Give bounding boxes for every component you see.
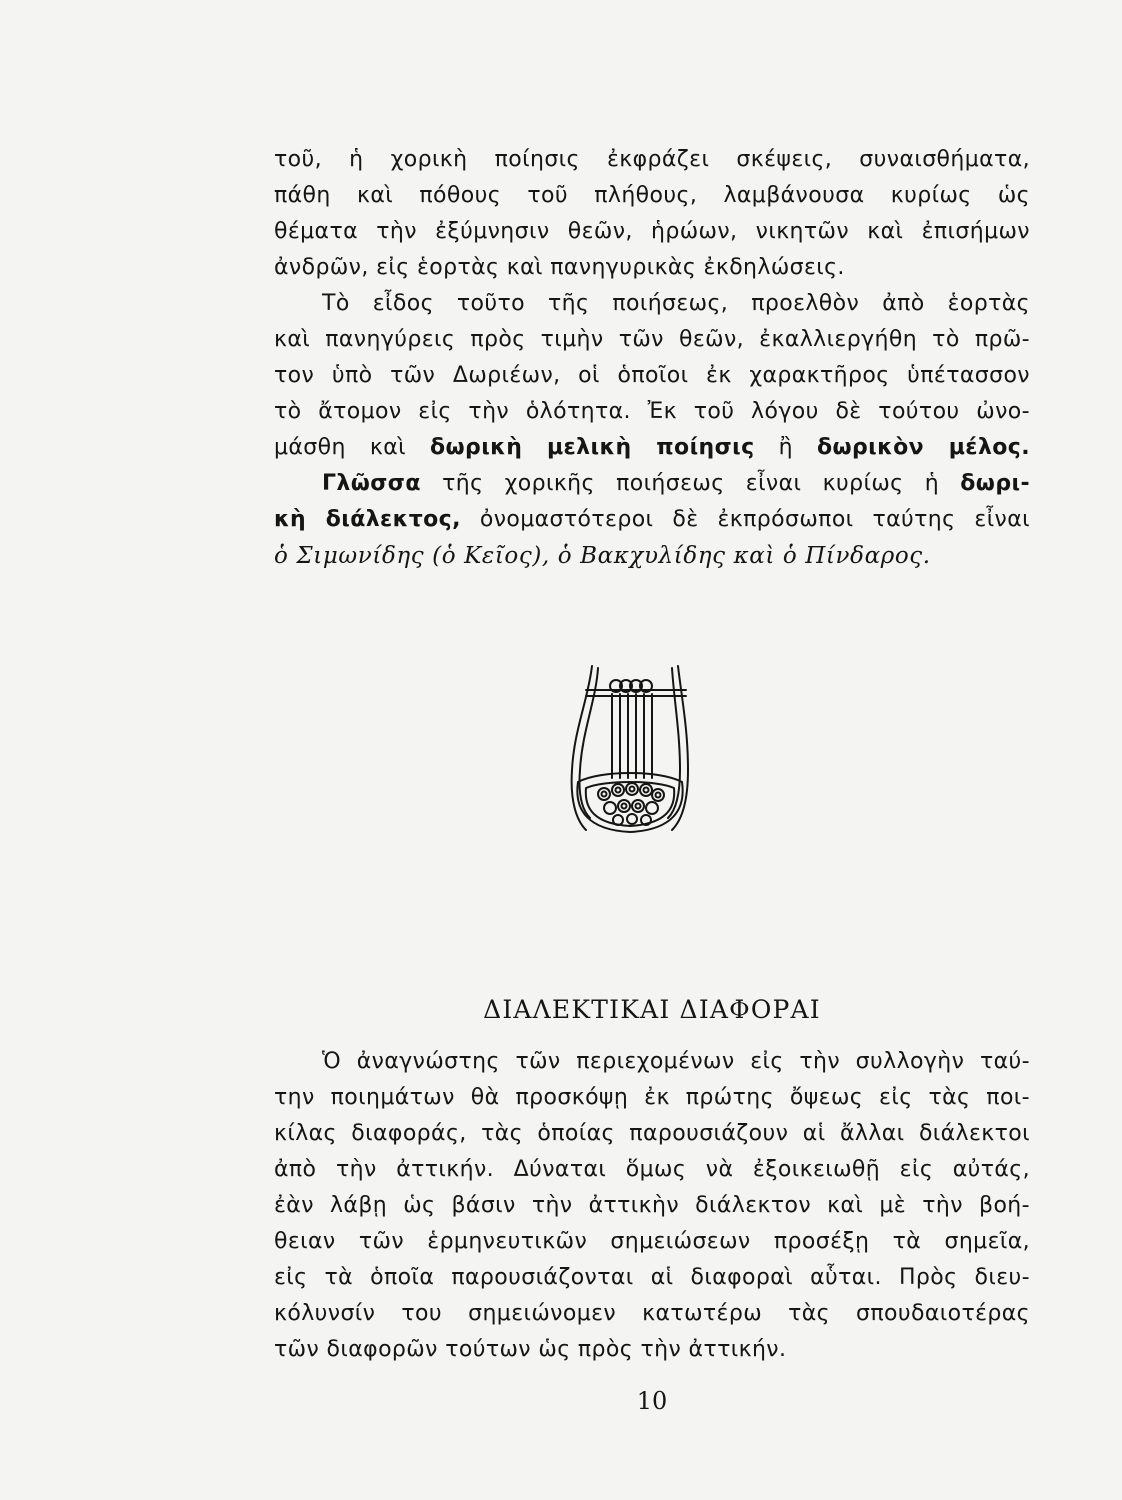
lyre-icon bbox=[560, 660, 700, 860]
paragraph-line: την ποιημάτων θὰ προσκόψῃ ἐκ πρώτης ὄψεως εἰς τὰς ποι- bbox=[274, 1085, 1030, 1110]
lyre-spiral bbox=[636, 804, 641, 809]
paragraph-line: ἐὰν λάβῃ ὡς βάσιν τὴν ἀττικὴν διάλεκτον καὶ μὲ τὴν βοή- bbox=[274, 1193, 1030, 1218]
bold-term: δωρικὸν μέλος. bbox=[816, 435, 1030, 460]
plain-text: ὀνομαστότεροι δὲ ἐκπρόσωποι ταύτης εἶναι bbox=[479, 507, 1030, 532]
paragraph-line: ἀνδρῶν, εἰς ἑορτὰς καὶ πανηγυρικὰς ἐκδηλώσεις. bbox=[274, 255, 845, 280]
paragraph-line: τὸ ἄτομον εἰς τὴν ὁλότητα. Ἐκ τοῦ λόγου δὲ τούτου ὠνο- bbox=[274, 399, 1030, 424]
lyre-spiral bbox=[622, 804, 627, 809]
lyre-spiral bbox=[630, 787, 635, 792]
paragraph-line: ἀπὸ τὴν ἀττικήν. Δύναται ὅμως νὰ ἐξοικειωθῇ εἰς αὐτάς, bbox=[274, 1157, 1030, 1182]
paragraph-line: κόλυνσίν του σημειώνομεν κατωτέρω τὰς σπουδαιοτέρας bbox=[274, 1301, 1030, 1326]
paragraph-line: τον ὑπὸ τῶν Δωριέων, οἱ ὁποῖοι ἐκ χαρακτῆρος ὑπέτασσον bbox=[274, 363, 1030, 388]
paragraph-line: πάθη καὶ πόθους τοῦ πλήθους, λαμβάνουσα κυρίως ὡς bbox=[274, 183, 1030, 208]
paragraph-line bbox=[274, 502, 1030, 538]
paragraph-line: κίλας διαφοράς, τὰς ὁποίας παρουσιάζουν αἱ ἄλλαι διάλεκτοι bbox=[274, 1121, 1030, 1146]
lyre-spiral bbox=[646, 802, 658, 814]
plain-text: μάσθη καὶ bbox=[274, 435, 406, 460]
lyre-spiral bbox=[604, 802, 616, 814]
paragraph-line: καὶ πανηγύρεις πρὸς τιμὴν τῶν θεῶν, ἐκαλλιεργήθη τὸ πρῶ- bbox=[274, 327, 1030, 352]
lyre-spiral bbox=[613, 815, 623, 825]
lyre-spiral bbox=[612, 784, 624, 796]
bold-term: Γλῶσσα bbox=[322, 471, 421, 496]
lyre-spiral bbox=[602, 792, 607, 797]
page-number: 10 bbox=[636, 1387, 668, 1415]
lyre-spiral bbox=[652, 789, 664, 801]
bold-term: δωρι- bbox=[960, 471, 1030, 496]
lyre-spiral bbox=[616, 788, 621, 793]
lyre-spiral bbox=[632, 800, 644, 812]
lyre-spiral bbox=[618, 800, 630, 812]
paragraph-line: τῶν διαφορῶν τούτων ὡς πρὸς τὴν ἀττικήν. bbox=[274, 1337, 787, 1362]
paragraph-line: θειαν τῶν ἑρμηνευτικῶν σημειώσεων προσέξῃ τὰ σημεῖα, bbox=[274, 1229, 1030, 1254]
bold-term: δωρικὴ μελικὴ ποίησις bbox=[430, 435, 755, 460]
lyre-spiral bbox=[656, 793, 661, 798]
paragraph-line: Τὸ εἶδος τοῦτο τῆς ποιήσεως, προελθὸν ἀπὸ ἑορτὰς bbox=[322, 291, 1030, 316]
plain-text: τῆς χορικῆς ποιήσεως εἶναι κυρίως ἡ bbox=[442, 471, 940, 496]
lyre-spiral bbox=[598, 788, 610, 800]
section-heading: ΔΙΑΛΕΚΤΙΚΑΙ ΔΙΑΦΟΡΑΙ bbox=[483, 995, 821, 1024]
paragraph-line: Ὁ ἀναγνώστης τῶν περιεχομένων εἰς τὴν συλλογὴν ταύ- bbox=[322, 1049, 1030, 1074]
lyre-spiral bbox=[627, 814, 637, 824]
paragraph-line bbox=[274, 430, 1030, 466]
paragraph-line: ὁ Σιμωνίδης (ὁ Κεῖος), ὁ Βακχυλίδης καὶ ὁ Πίνδαρος. bbox=[274, 543, 931, 569]
lyre-spiral bbox=[640, 784, 652, 796]
paragraph-line bbox=[322, 466, 1030, 502]
paragraph-line: εἰς τὰ ὁποῖα παρουσιάζονται αἱ διαφοραὶ αὗται. Πρὸς διευ- bbox=[274, 1265, 1030, 1290]
lyre-spiral bbox=[644, 788, 649, 793]
paragraph-line: τοῦ, ἡ χορικὴ ποίησις ἐκφράζει σκέψεις, συναισθήματα, bbox=[274, 147, 1030, 172]
plain-text: ἢ bbox=[778, 435, 793, 460]
lyre-spiral bbox=[626, 783, 638, 795]
bold-term: κὴ διάλεκτος, bbox=[274, 507, 461, 532]
paragraph-line: θέματα τὴν ἐξύμνησιν θεῶν, ἡρώων, νικητῶν καὶ ἐπισήμων bbox=[274, 219, 1030, 244]
